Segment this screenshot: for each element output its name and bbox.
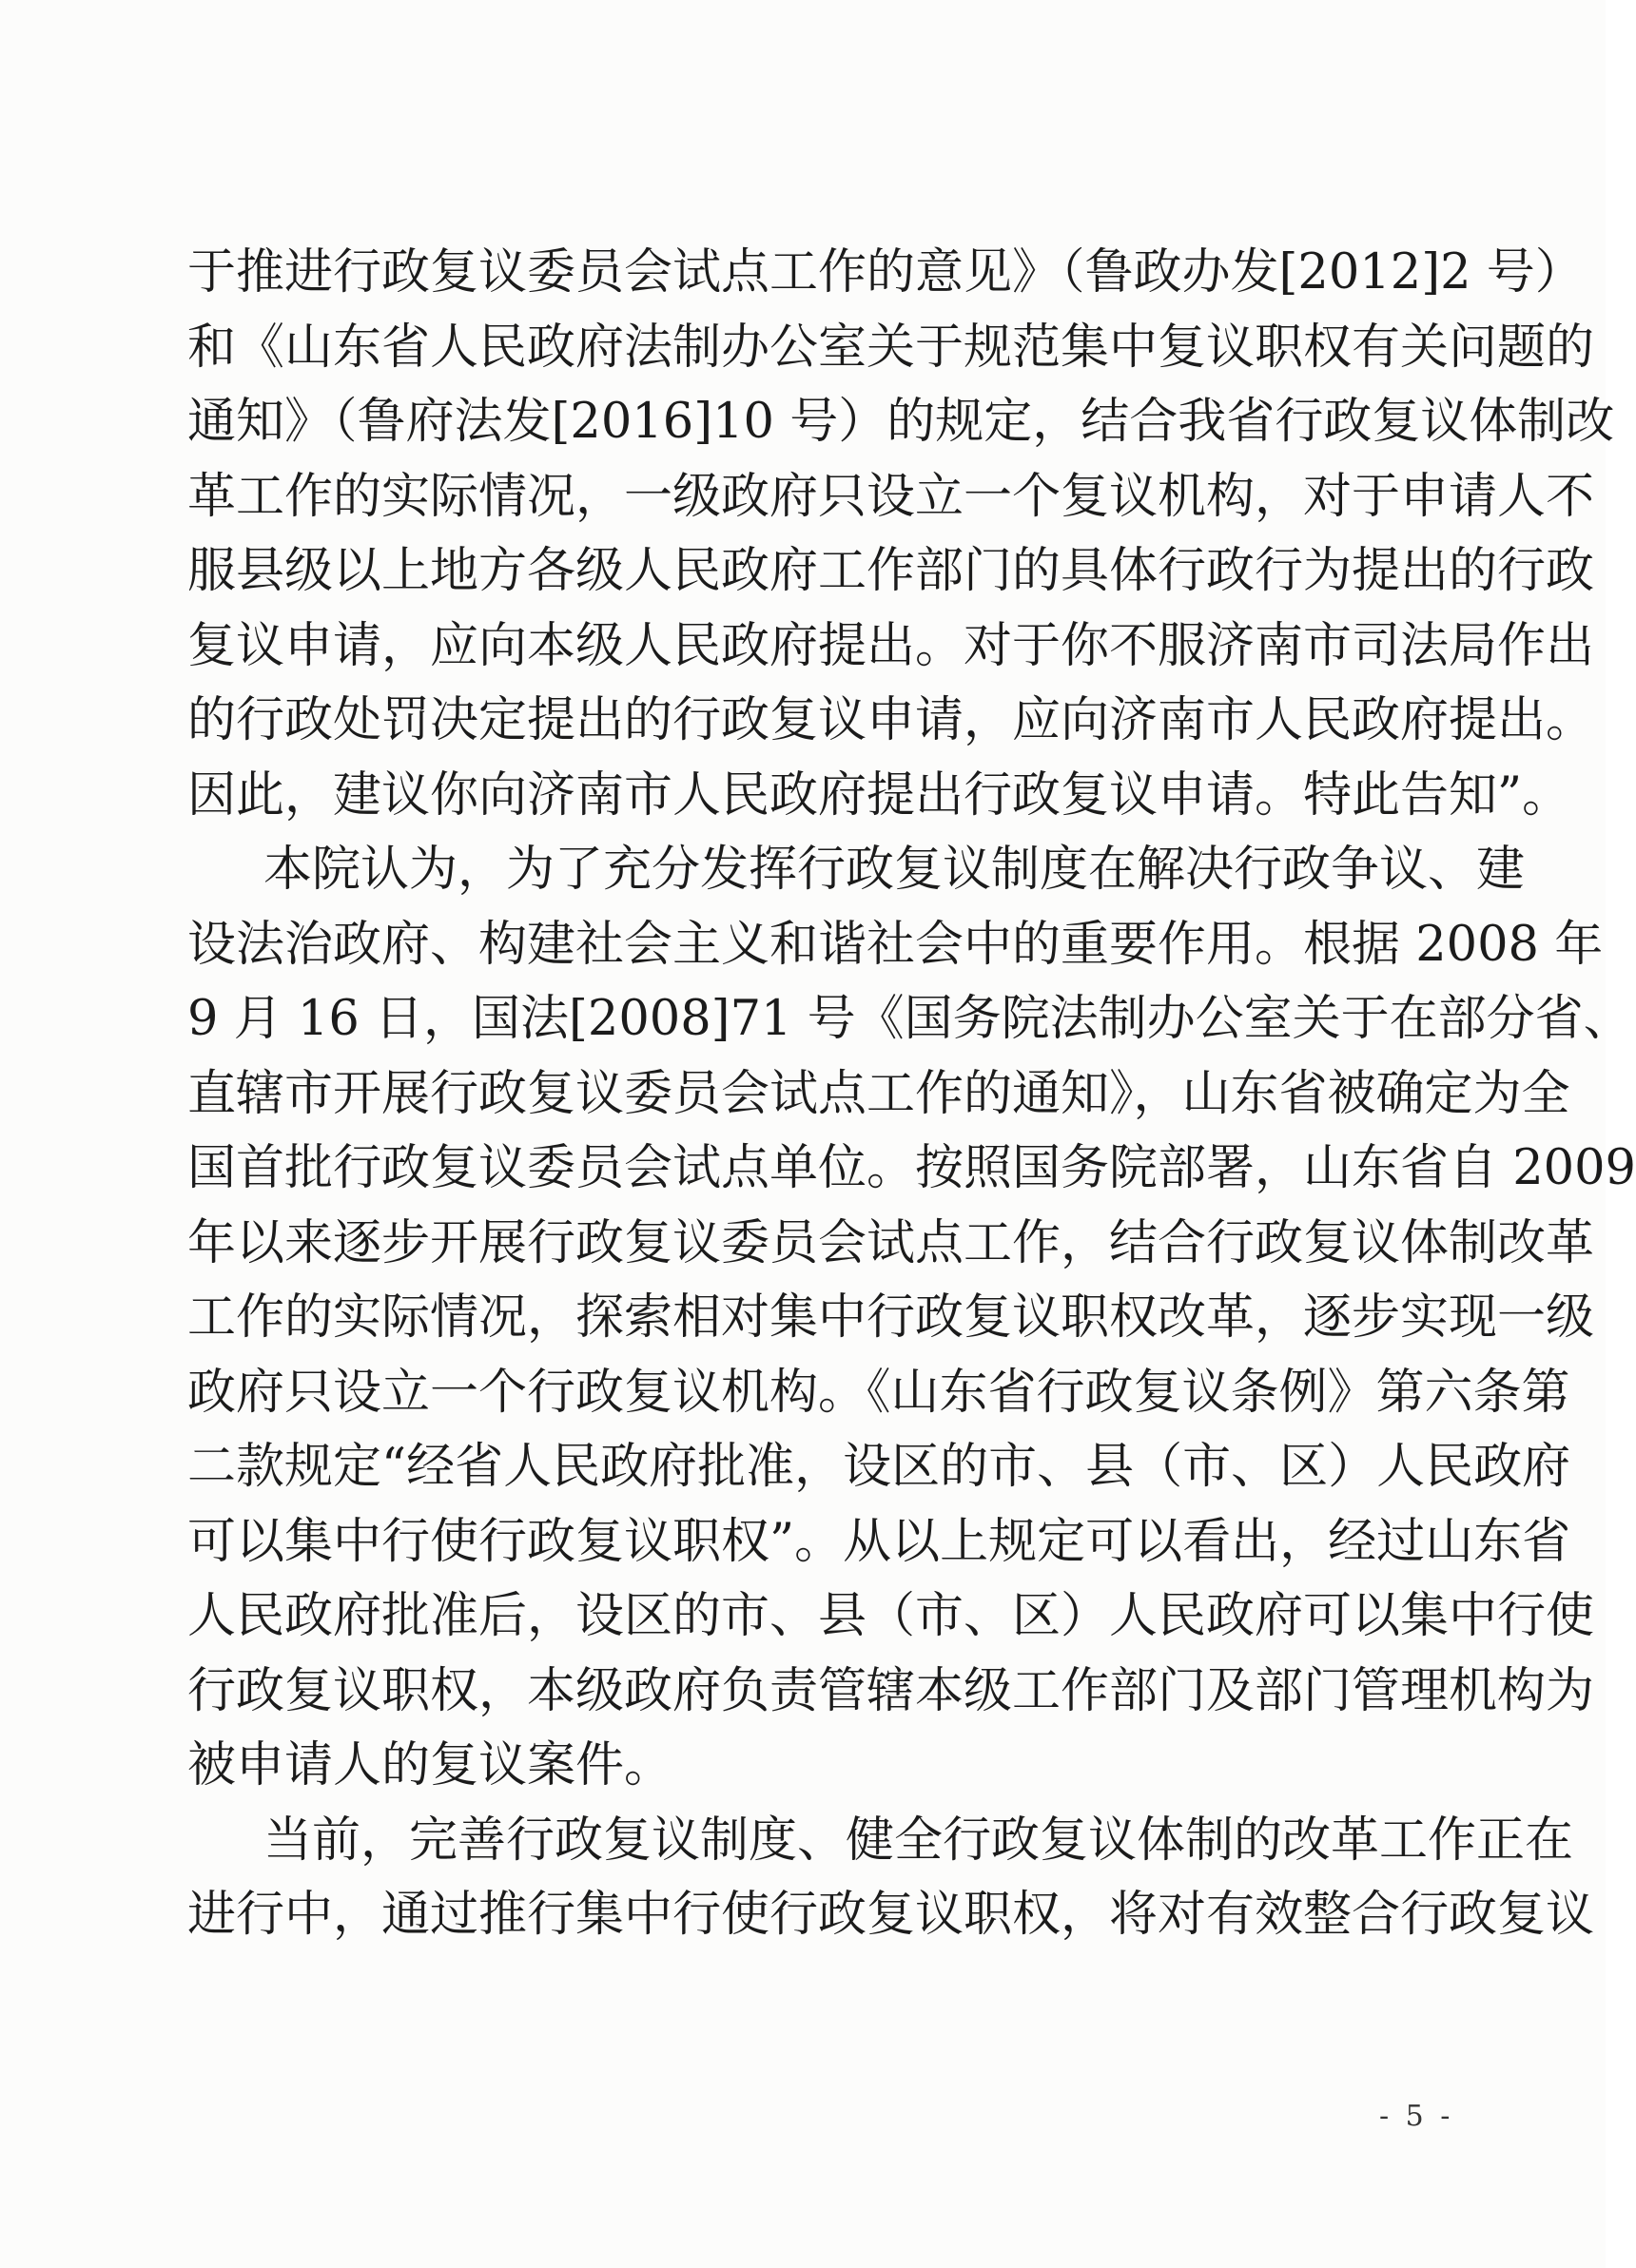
document-body [187,236,1636,1953]
text-line: 政府只设立一个行政复议机构。《山东省行政复议条例》第六条第 [187,1364,1570,1421]
text-line: 国首批行政复议委员会试点单位。按照国务院部署，山东省自 2009 [187,1140,1636,1196]
text-line: 行政复议职权，本级政府负责管辖本级工作部门及部门管理机构为 [187,1662,1595,1719]
text-line: 的行政处罚决定提出的行政复议申请，应向济南市人民政府提出。 [187,692,1595,748]
text-line: 于推进行政复议委员会试点工作的意见》（鲁政办发[2012]2 号） [187,244,1584,300]
text-line: 当前，完善行政复议制度、健全行政复议体制的改革工作正在 [263,1812,1574,1869]
text-line: 革工作的实际情况，一级政府只设立一个复议机构，对于申请人不 [187,468,1595,525]
text-line: 人民政府批准后，设区的市、县（市、区）人民政府可以集中行使 [187,1588,1595,1644]
text-line: 被申请人的复议案件。 [187,1737,673,1793]
text-line: 设法治政府、构建社会主义和谐社会中的重要作用。根据 2008 年 [187,916,1604,973]
text-line: 年以来逐步开展行政复议委员会试点工作，结合行政复议体制改革 [187,1214,1595,1271]
text-line: 9 月 16 日，国法[2008]71 号《国务院法制办公室关于在部分省、 [187,991,1632,1047]
page-number: - 5 - [1379,2100,1454,2133]
text-line: 复议申请，应向本级人民政府提出。对于你不服济南市司法局作出 [187,617,1595,674]
text-line: 二款规定“经省人民政府批准，设区的市、县（市、区）人民政府 [187,1439,1571,1495]
text-line: 因此，建议你向济南市人民政府提出行政复议申请。特此告知”。 [187,766,1571,824]
text-line: 通知》（鲁府法发[2016]10 号）的规定，结合我省行政复议体制改 [187,394,1615,450]
text-line: 本院认为，为了充分发挥行政复议制度在解决行政争议、建 [263,842,1526,898]
text-line: 可以集中行使行政复议职权”。从以上规定可以看出，经过山东省 [187,1513,1571,1570]
text-line: 服县级以上地方各级人民政府工作部门的具体行政行为提出的行政 [187,543,1595,599]
text-line: 进行中，通过推行集中行使行政复议职权，将对有效整合行政复议 [187,1887,1595,1943]
text-line: 工作的实际情况，探索相对集中行政复议职权改革，逐步实现一级 [187,1289,1595,1346]
text-line: 直辖市开展行政复议委员会试点工作的通知》，山东省被确定为全 [187,1065,1570,1122]
text-line: 和《山东省人民政府法制办公室关于规范集中复议职权有关问题的 [187,319,1595,376]
